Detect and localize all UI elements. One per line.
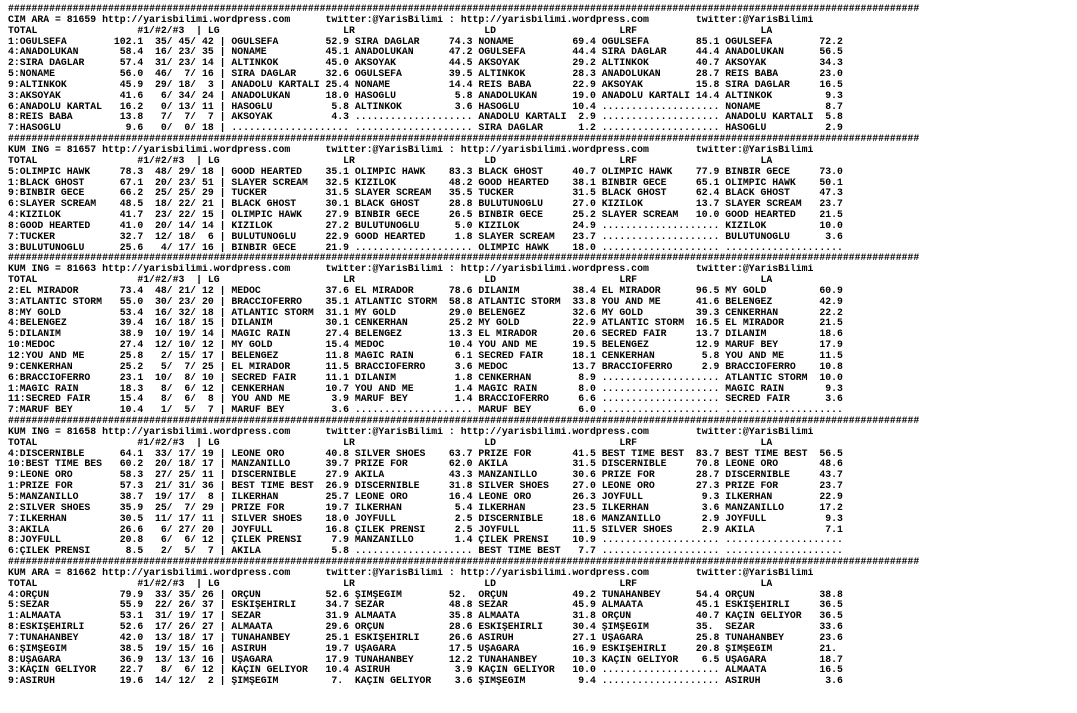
horse-row-line: 1:OĞULSEFA 102.1 35/ 45/ 42 | OĞULSEFA 52.9 SIRA DAĞLAR 74.3 NONAME 69.4 OĞULSEFA 85.1 OĞULSEFA 72.2	[8, 36, 843, 47]
horse-row-line: 9:LEONE ORO 58.3 27/ 25/ 11 | DISCERNIBLE 27.9 AKİLA 43.3 MANZANILLO 30.6 PRIZE FOR 28.7 DISCERNIBLE 43.7	[8, 470, 843, 481]
horse-row-line: 6:ŞİMŞEĞİM 38.5 19/ 15/ 16 | ASIRUH 19.7 UŞAGARA 17.5 UŞAGARA 16.9 ESKİŞEHİRLİ 20.8 ŞİMŞEĞİM 21.	[8, 643, 837, 654]
horse-row-line: 7:HASOĞLU 9.6 0/ 0/ 18 | .................... .................... SIRA DAĞLAR 1.2 .................... HASOĞLU 2.9	[8, 123, 843, 134]
horse-row-line: 3:KAÇIN GELİYOR 22.7 8/ 6/ 12 | KAÇIN GELİYOR 10.4 ASIRUH 3.9 KAÇIN GELİYOR 10.0 .................... ALMAATA 16.5	[8, 665, 843, 676]
horse-row-line: 1:BLACK GHOST 67.1 20/ 23/ 51 | SLAYER SCREAM 32.5 KIZILOK 48.2 GOOD HEARTED 38.1 BİNBİR GECE 65.1 OLIMPIC HAWK 50.1	[8, 177, 843, 188]
horse-row-line: 2:EL MIRADOR 73.4 48/ 21/ 12 | MEDOC 37.6 EL MIRADOR 78.6 DİLANIM 38.4 EL MIRADOR 96.5 MY GOLD 60.9	[8, 285, 843, 296]
horse-row-line: 5:OLIMPIC HAWK 78.3 48/ 29/ 18 | GOOD HEARTED 35.1 OLIMPIC HAWK 83.3 BLACK GHOST 40.7 OLIMPIC HAWK 77.9 BİNBİR GECE 73.0	[8, 166, 843, 177]
separator-line: ###########################################################################################################################################################	[8, 253, 920, 264]
horse-row-line: 6:BRACCIOFERRO 23.1 10/ 8/ 10 | SECRED FAIR 11.1 DİLANIM 1.8 CENKERHAN 8.9 .................... ATLANTIC STORM 10.0	[8, 372, 843, 383]
separator-line: ###########################################################################################################################################################	[8, 134, 920, 145]
horse-row-line: 9:ASIRUH 19.6 14/ 12/ 2 | ŞİMŞEĞİM 7. KAÇIN GELİYOR 3.6 ŞİMŞEĞİM 9.4 .................... ASIRUH 3.6	[8, 676, 843, 687]
column-header-line: TOTAL #1/#2/#3 | LG LR LD LRF LA	[8, 25, 773, 36]
horse-row-line: 1:MAGIC RAIN 18.3 8/ 6/ 12 | CENKERHAN 10.7 YOU AND ME 1.4 MAGIC RAIN 8.0 .................... MAGIC RAIN 9.3	[8, 383, 843, 394]
horse-row-line: 7:TUCKER 32.7 12/ 18/ 6 | BULUTUNOĞLU 22.9 GOOD HEARTED 1.8 SLAYER SCREAM 23.7 .................... BULUTUNOĞLU 3.6	[8, 231, 843, 242]
horse-row-line: 10:MEDOC 27.4 12/ 10/ 12 | MY GOLD 15.4 MEDOC 10.4 YOU AND ME 19.5 BELENGEZ 12.9 MARUF BEY 17.9	[8, 340, 843, 351]
separator-line: ###########################################################################################################################################################	[8, 4, 920, 14]
horse-row-line: 10:BEST TIME BES 60.2 20/ 18/ 17 | MANZANILLO 39.7 PRIZE FOR 62.0 AKİLA 31.5 DISCERNIBLE 70.8 LEONE ORO 48.6	[8, 459, 843, 470]
separator-line: ###########################################################################################################################################################	[8, 416, 920, 427]
horse-row-line: 7:MARUF BEY 10.4 1/ 5/ 7 | MARUF BEY 3.6 .................... MARUF BEY 6.0 .................... ....................	[8, 405, 843, 416]
horse-row-line: 6:ÇİLEK PRENSİ 8.5 2/ 5/ 7 | AKİLA 5.8 .................... BEST TIME BEST 7.7 .................... ....................	[8, 546, 843, 557]
race-header-line: CIM ARA = 81659 http://yarisbilimi.wordpress.com twitter:@YarisBilimi : http://yarisbilimi.wordpress.com twitter:@YarisBilimi	[8, 14, 814, 25]
horse-row-line: 6:ANADOLU KARTAL 16.2 0/ 13/ 11 | HASOĞLU 5.8 ALTINKOK 3.6 HASOĞLU 10.4 .................... NONAME 8.7	[8, 101, 843, 112]
column-header-line: TOTAL #1/#2/#3 | LG LR LD LRF LA	[8, 437, 773, 448]
column-header-line: TOTAL #1/#2/#3 | LG LR LD LRF LA	[8, 275, 773, 286]
column-header-line: TOTAL #1/#2/#3 | LG LR LD LRF LA	[8, 155, 773, 166]
horse-row-line: 7:İLKERHAN 30.5 11/ 17/ 11 | SILVER SHOES 18.0 JOYFULL 2.5 DISCERNIBLE 18.6 MANZANILLO 2.9 JOYFULL 9.3	[8, 513, 843, 524]
horse-row-line: 6:SLAYER SCREAM 48.5 18/ 22/ 21 | BLACK GHOST 30.1 BLACK GHOST 28.8 BULUTUNOĞLU 27.0 KIZILOK 13.7 SLAYER SCREAM 23.7	[8, 199, 843, 210]
horse-row-line: 1:ALMAATA 53.1 31/ 19/ 17 | SEZAR 31.9 ALMAATA 35.8 ALMAATA 31.8 ORÇUN 40.7 KAÇIN GELİYOR 36.5	[8, 611, 843, 622]
horse-row-line: 9:BİNBİR GECE 66.2 25/ 25/ 29 | TUCKER 31.5 SLAYER SCREAM 35.5 TUCKER 31.5 BLACK GHOST 62.4 BLACK GHOST 47.3	[8, 188, 843, 199]
horse-row-line: 3:AKİLA 26.6 6/ 27/ 20 | JOYFULL 16.8 ÇİLEK PRENSİ 2.5 JOYFULL 11.5 SILVER SHOES 2.9 AKİLA 7.1	[8, 524, 843, 535]
horse-row-line: 8:JOYFULL 20.8 6/ 6/ 12 | ÇİLEK PRENSİ 7.9 MANZANILLO 1.4 ÇİLEK PRENSİ 10.9 .................... ....................	[8, 535, 843, 546]
horse-row-line: 4:ORÇUN 79.9 33/ 35/ 26 | ORÇUN 52.6 ŞİMŞEĞİM 52. ORÇUN 49.2 TUNAHANBEY 54.4 ORÇUN 38.8	[8, 589, 843, 600]
horse-row-line: 2:SIRA DAĞLAR 57.4 31/ 23/ 14 | ALTINKOK 45.0 AKSOYAK 44.5 AKSOYAK 29.2 ALTINKOK 40.7 AKSOYAK 34.3	[8, 58, 843, 69]
horse-row-line: 4:KIZILOK 41.7 23/ 22/ 15 | OLIMPIC HAWK 27.9 BİNBİR GECE 26.5 BİNBİR GECE 25.2 SLAYER SCREAM 10.0 GOOD HEARTED 21.5	[8, 210, 843, 221]
horse-row-line: 5:DİLANIM 38.9 10/ 19/ 14 | MAGIC RAIN 27.4 BELENGEZ 13.3 EL MIRADOR 20.6 SECRED FAIR 13.7 DİLANIM 18.6	[8, 329, 843, 340]
horse-row-line: 9:ALTINKOK 45.9 29/ 18/ 3 | ANADOLU KARTALI 25.4 NONAME 14.4 REİS BABA 22.9 AKSOYAK 15.8 SIRA DAĞLAR 16.5	[8, 79, 843, 90]
horse-row-line: 8:ESKİŞEHİRLİ 52.6 17/ 26/ 27 | ALMAATA 29.6 ORÇUN 28.6 ESKİŞEHİRLİ 30.4 ŞİMŞEĞİM 35. SEZAR 33.6	[8, 622, 843, 633]
horse-row-line: 5:SEZAR 55.9 22/ 26/ 37 | ESKİŞEHİRLİ 34.7 SEZAR 48.8 SEZAR 45.9 ALMAATA 45.1 ESKİŞEHİRLİ 36.5	[8, 600, 843, 611]
horse-row-line: 3:BULUTUNOĞLU 25.6 4/ 17/ 16 | BİNBİR GECE 21.9 .................... OLIMPIC HAWK 18.0 .................... ....................	[8, 242, 843, 253]
horse-row-line: 1:PRIZE FOR 57.3 21/ 31/ 36 | BEST TIME BEST 26.9 DISCERNIBLE 31.8 SILVER SHOES 27.0 LEONE ORO 27.3 PRIZE FOR 23.7	[8, 481, 843, 492]
horse-row-line: 3:ATLANTIC STORM 55.0 30/ 23/ 20 | BRACCIOFERRO 35.1 ATLANTIC STORM 58.8 ATLANTIC STORM 33.8 YOU AND ME 41.6 BELENGEZ 42.9	[8, 296, 843, 307]
race-header-line: KUM İNG = 81658 http://yarisbilimi.wordpress.com twitter:@YarisBilimi : http://yarisbilimi.wordpress.com twitter:@YarisBilimi	[8, 426, 814, 437]
horse-row-line: 8:UŞAGARA 36.9 13/ 13/ 16 | UŞAGARA 17.9 TUNAHANBEY 12.2 TUNAHANBEY 10.3 KAÇIN GELİYOR 6.5 UŞAGARA 18.7	[8, 654, 843, 665]
horse-row-line: 8:REİS BABA 13.8 7/ 7/ 7 | AKSOYAK 4.3 .................... ANADOLU KARTALI 2.9 .................... ANADOLU KARTALI 5.8	[8, 112, 843, 123]
horse-row-line: 8:GOOD HEARTED 41.0 20/ 14/ 14 | KIZILOK 27.2 BULUTUNOĞLU 5.0 KIZILOK 24.9 .................... KIZILOK 10.0	[8, 220, 843, 231]
horse-row-line: 12:YOU AND ME 25.8 2/ 15/ 17 | BELENGEZ 11.8 MAGIC RAIN 6.1 SECRED FAIR 18.1 CENKERHAN 5.8 YOU AND ME 11.5	[8, 351, 843, 361]
horse-row-line: 9:CENKERHAN 25.2 5/ 7/ 25 | EL MIRADOR 11.5 BRACCIOFERRO 3.6 MEDOC 13.7 BRACCIOFERRO 2.9 BRACCIOFERRO 10.8	[8, 361, 843, 372]
horse-row-line: 2:SILVER SHOES 35.9 25/ 7/ 29 | PRIZE FOR 19.7 İLKERHAN 5.4 İLKERHAN 23.5 İLKERHAN 3.6 MANZANILLO 17.2	[8, 502, 843, 513]
horse-row-line: 3:AKSOYAK 41.6 6/ 34/ 24 | ANADOLUKAN 18.0 HASOĞLU 5.8 ANADOLUKAN 19.0 ANADOLU KARTALI 14.4 ALTINKOK 9.3	[8, 90, 843, 101]
horse-row-line: 11:SECRED FAIR 15.4 8/ 6/ 8 | YOU AND ME 3.9 MARUF BEY 1.4 BRACCIOFERRO 6.6 .................... SECRED FAIR 3.6	[8, 394, 843, 405]
separator-line: ###########################################################################################################################################################	[8, 557, 920, 568]
horse-row-line: 5:NONAME 56.0 46/ 7/ 16 | SIRA DAĞLAR 32.6 OĞULSEFA 39.5 ALTINKOK 28.3 ANADOLUKAN 28.7 REİS BABA 23.0	[8, 69, 843, 80]
horse-row-line: 4:BELENGEZ 39.4 16/ 18/ 15 | DİLANIM 30.1 CENKERHAN 25.2 MY GOLD 22.9 ATLANTIC STORM 16.5 EL MIRADOR 21.5	[8, 318, 843, 329]
horse-row-line: 7:TUNAHANBEY 42.0 13/ 18/ 17 | TUNAHANBEY 25.1 ESKİŞEHİRLİ 26.6 ASIRUH 27.1 UŞAGARA 25.8 TUNAHANBEY 23.6	[8, 632, 843, 643]
horse-row-line: 4:ANADOLUKAN 58.4 16/ 23/ 35 | NONAME 45.1 ANADOLUKAN 47.2 OĞULSEFA 44.4 SIRA DAĞLAR 44.4 ANADOLUKAN 56.5	[8, 47, 843, 58]
horse-row-line: 8:MY GOLD 53.4 16/ 32/ 18 | ATLANTIC STORM 31.1 MY GOLD 29.0 BELENGEZ 32.6 MY GOLD 39.3 CENKERHAN 22.2	[8, 307, 843, 318]
race-header-line: KUM İNG = 81663 http://yarisbilimi.wordpress.com twitter:@YarisBilimi : http://yarisbilimi.wordpress.com twitter:@YarisBilimi	[8, 264, 814, 275]
race-header-line: KUM İNG = 81657 http://yarisbilimi.wordpress.com twitter:@YarisBilimi : http://yarisbilimi.wordpress.com twitter:@YarisBilimi	[8, 144, 814, 155]
column-header-line: TOTAL #1/#2/#3 | LG LR LD LRF LA	[8, 578, 773, 589]
horse-row-line: 4:DISCERNIBLE 64.1 33/ 17/ 19 | LEONE ORO 40.8 SILVER SHOES 63.7 PRIZE FOR 41.5 BEST TIME BEST 83.7 BEST TIME BEST 56.5	[8, 448, 843, 459]
race-header-line: KUM ARA = 81662 http://yarisbilimi.wordpress.com twitter:@YarisBilimi : http://yarisbilimi.wordpress.com twitter:@YarisBilimi	[8, 567, 814, 578]
horse-row-line: 5:MANZANILLO 38.7 19/ 17/ 8 | İLKERHAN 25.7 LEONE ORO 16.4 LEONE ORO 26.3 JOYFULL 9.3 İLKERHAN 22.9	[8, 491, 843, 502]
